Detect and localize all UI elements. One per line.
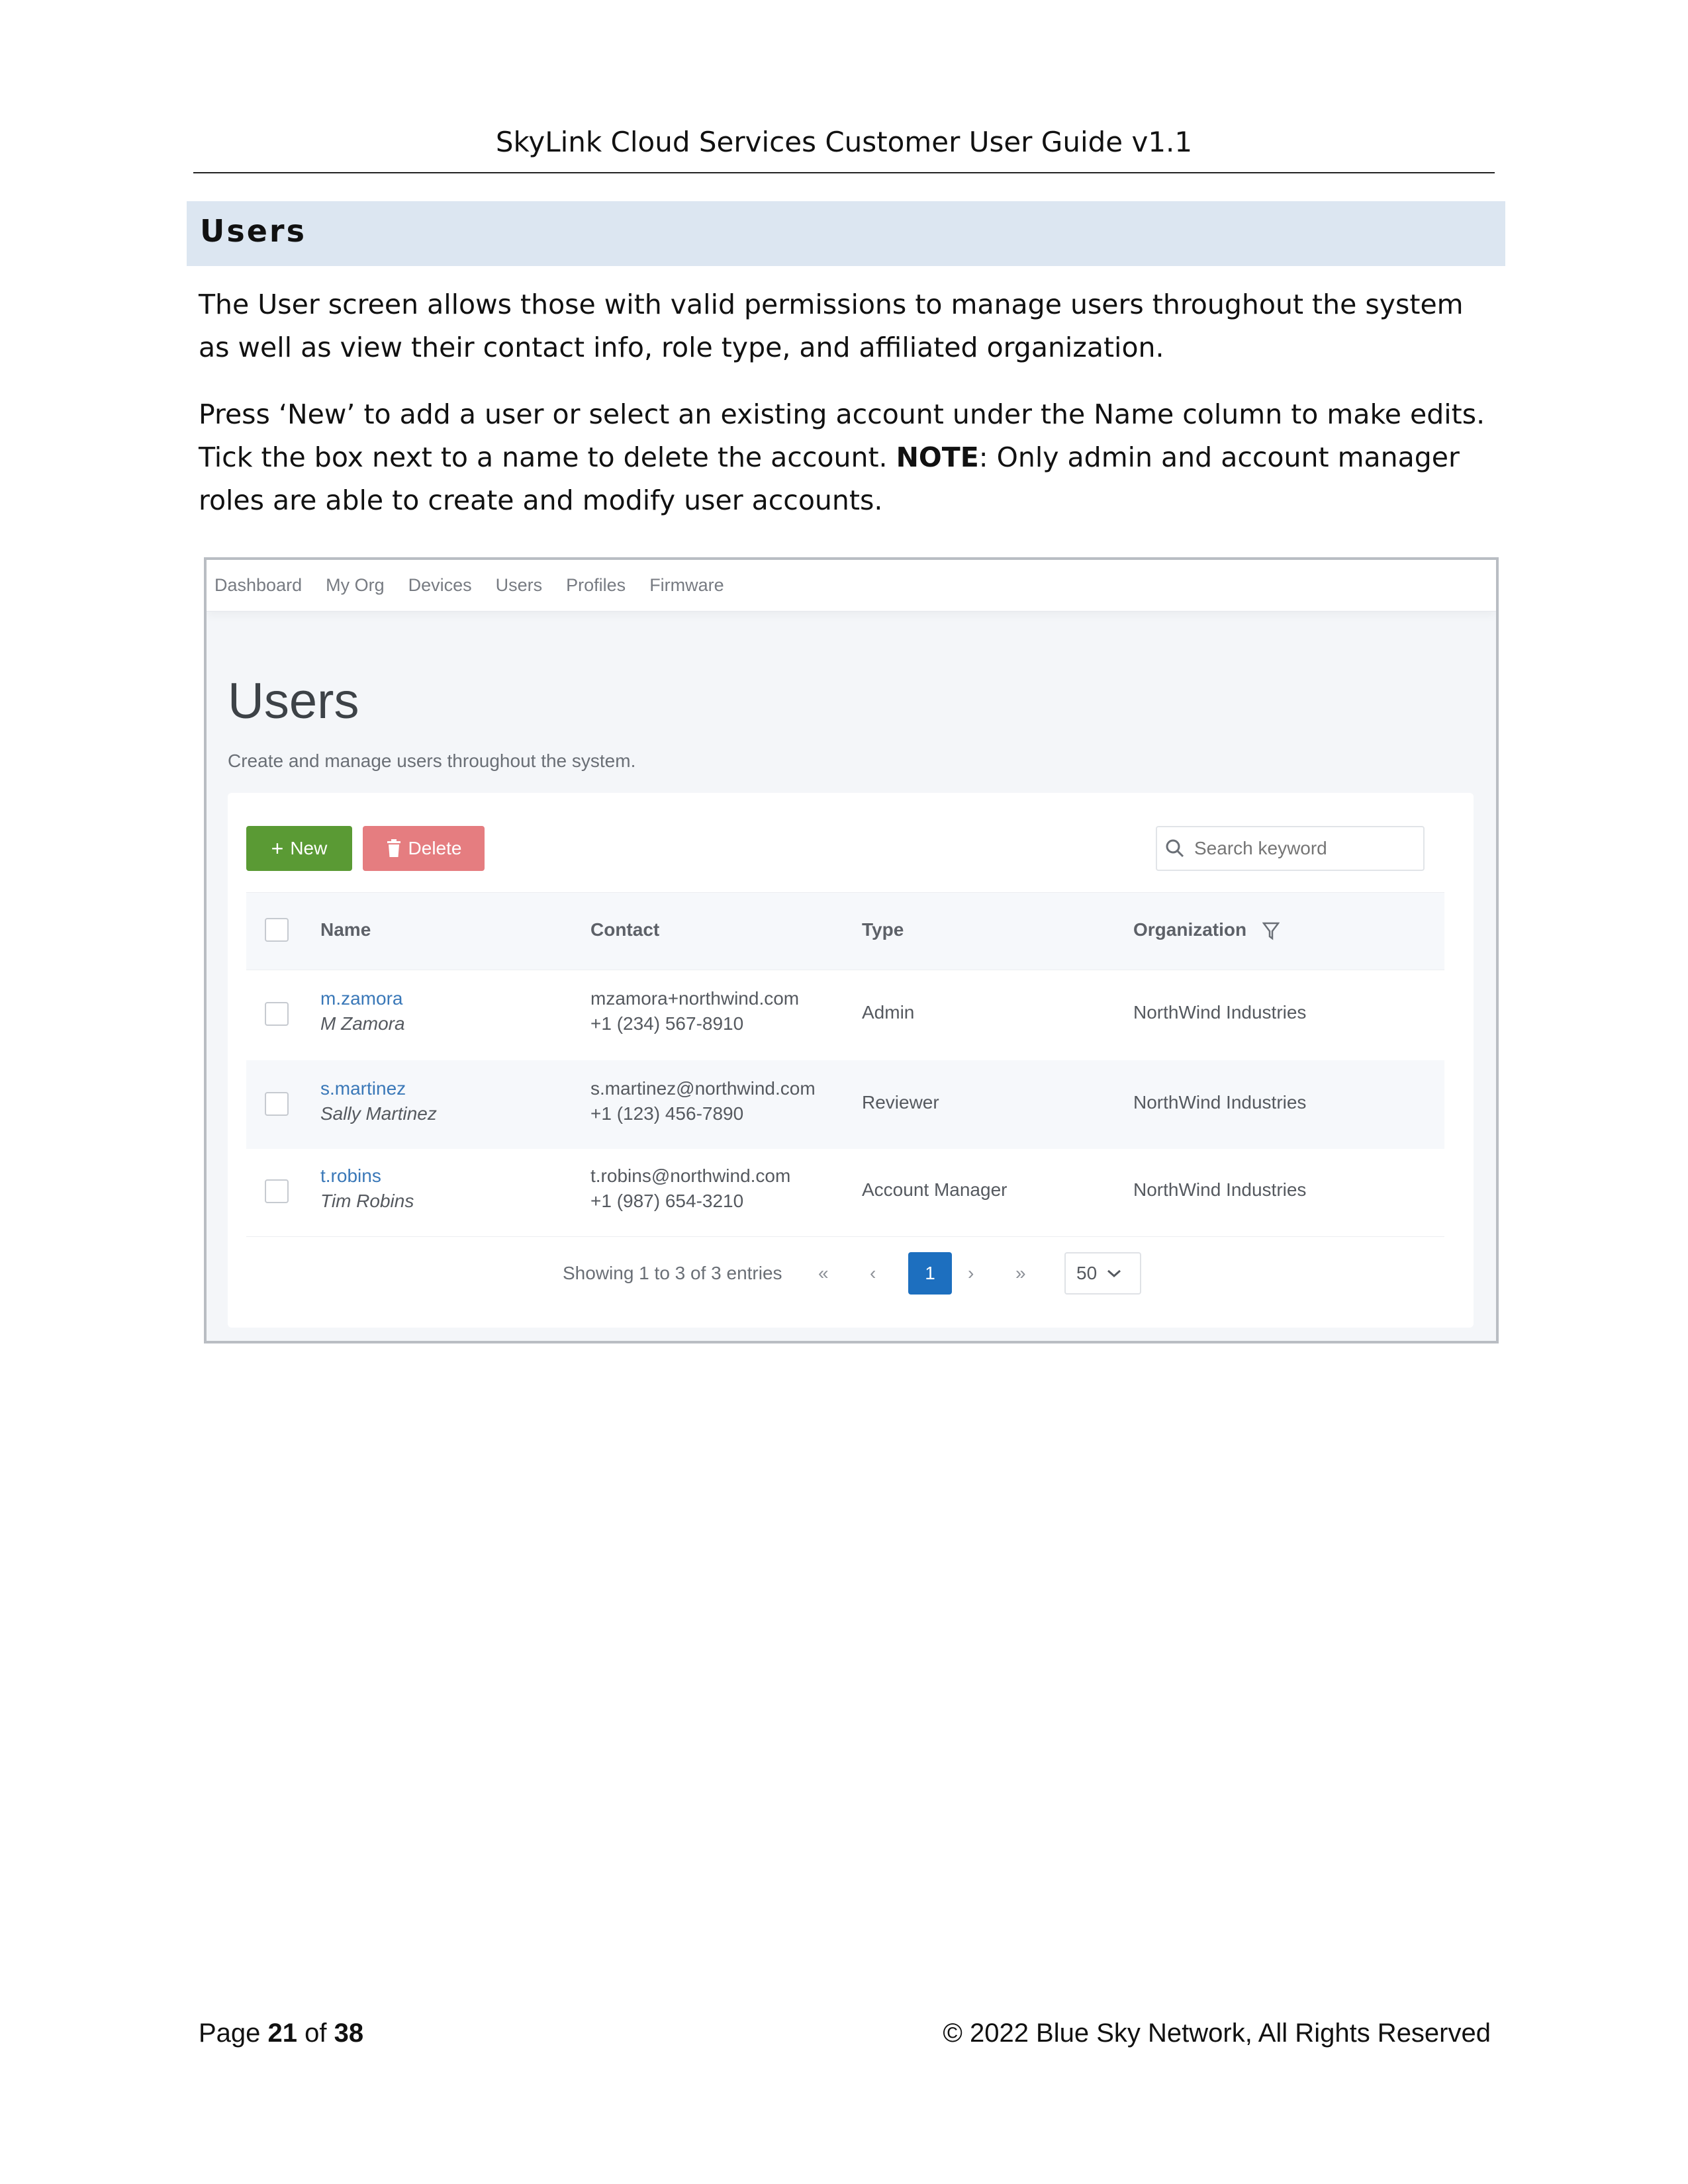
instructions-text: Press ‘New’ to add a user or select an existing account under the Name column to make edits. Tick the box next to a name to delete the account. [199,398,1485,473]
prev-page-button[interactable]: ‹ [870,1263,876,1283]
table-header [246,892,1444,970]
nav-profiles[interactable]: Profiles [566,575,626,595]
users-page-title: Users [228,673,359,729]
users-page-subtitle: Create and manage users throughout the system. [228,751,636,771]
chevron-down-icon [1106,1268,1122,1279]
table-footer-rule [246,1236,1444,1237]
document-header: SkyLink Cloud Services Customer User Guide v1.1 [495,126,1193,158]
page-1-button[interactable]: 1 [908,1252,952,1295]
trash-icon [386,839,402,858]
header-rule [193,172,1495,173]
page-total: 38 [334,2019,364,2048]
nav-users[interactable]: Users [495,575,543,595]
users-screenshot [204,557,1499,1343]
full-name: Tim Robins [320,1191,414,1211]
column-contact[interactable]: Contact [590,919,660,940]
row-checkbox[interactable] [265,1092,289,1116]
username-link[interactable]: t.robins [320,1165,381,1186]
page-size-value: 50 [1076,1263,1098,1283]
table-row [246,1060,1444,1149]
contact-email: mzamora+northwind.com [590,988,800,1009]
new-user-button[interactable] [246,826,352,871]
user-organization: NorthWind Industries [1133,1179,1307,1200]
contact-phone: +1 (123) 456-7890 [590,1103,744,1124]
section-heading-band [187,201,1505,266]
nav-firmware[interactable]: Firmware [649,575,724,595]
username-link[interactable]: m.zamora [320,988,403,1009]
table-row [246,970,1444,1059]
page-number [199,2019,363,2048]
new-button-label: New [290,838,328,858]
search-box[interactable] [1156,826,1425,871]
column-name[interactable]: Name [320,919,371,940]
username-link[interactable]: s.martinez [320,1078,406,1099]
search-input[interactable] [1193,837,1407,860]
section-title: Users [200,213,306,249]
contact-email: t.robins@northwind.com [590,1165,791,1186]
next-page-button[interactable]: › [968,1263,974,1283]
full-name: M Zamora [320,1013,405,1034]
column-organization[interactable] [1133,919,1280,940]
row-checkbox[interactable] [265,1002,289,1026]
nav-devices[interactable]: Devices [408,575,472,595]
full-name: Sally Martinez [320,1103,437,1124]
page-mid: of [297,2019,334,2048]
copyright: © 2022 Blue Sky Network, All Rights Reserved [943,2019,1491,2048]
row-checkbox[interactable] [265,1179,289,1203]
plus-icon: + [271,837,284,860]
select-all-checkbox[interactable] [265,918,289,942]
instructions-paragraph [199,393,1489,522]
note-label: NOTE [896,441,979,473]
user-type: Account Manager [862,1179,1008,1200]
top-navigation [207,560,1496,612]
note-text: : Only admin and account manager roles are able to create and modify user accounts. [199,441,1460,516]
search-icon [1165,839,1185,858]
page-current: 21 [267,2019,298,2048]
first-page-button[interactable]: « [818,1263,829,1283]
table-row [246,1148,1444,1236]
nav-dashboard[interactable]: Dashboard [214,575,303,595]
column-type[interactable]: Type [862,919,904,940]
user-type: Admin [862,1002,915,1023]
user-organization: NorthWind Industries [1133,1092,1307,1113]
entries-summary: Showing 1 to 3 of 3 entries [563,1263,782,1283]
user-type: Reviewer [862,1092,939,1113]
filter-icon[interactable] [1262,922,1280,940]
contact-email: s.martinez@northwind.com [590,1078,816,1099]
page-prefix: Page [199,2019,268,2048]
contact-phone: +1 (987) 654-3210 [590,1191,744,1211]
intro-paragraph: The User screen allows those with valid permissions to manage users throughout the system as well as view their contact info, role type, and affiliated organization. [199,289,1464,363]
contact-phone: +1 (234) 567-8910 [590,1013,744,1034]
delete-button-label: Delete [408,838,462,858]
column-organization-label: Organization [1133,919,1247,940]
delete-user-button[interactable] [363,826,485,871]
page-size-select[interactable] [1064,1252,1141,1295]
last-page-button[interactable]: » [1015,1263,1026,1283]
nav-my-org[interactable]: My Org [326,575,385,595]
user-organization: NorthWind Industries [1133,1002,1307,1023]
